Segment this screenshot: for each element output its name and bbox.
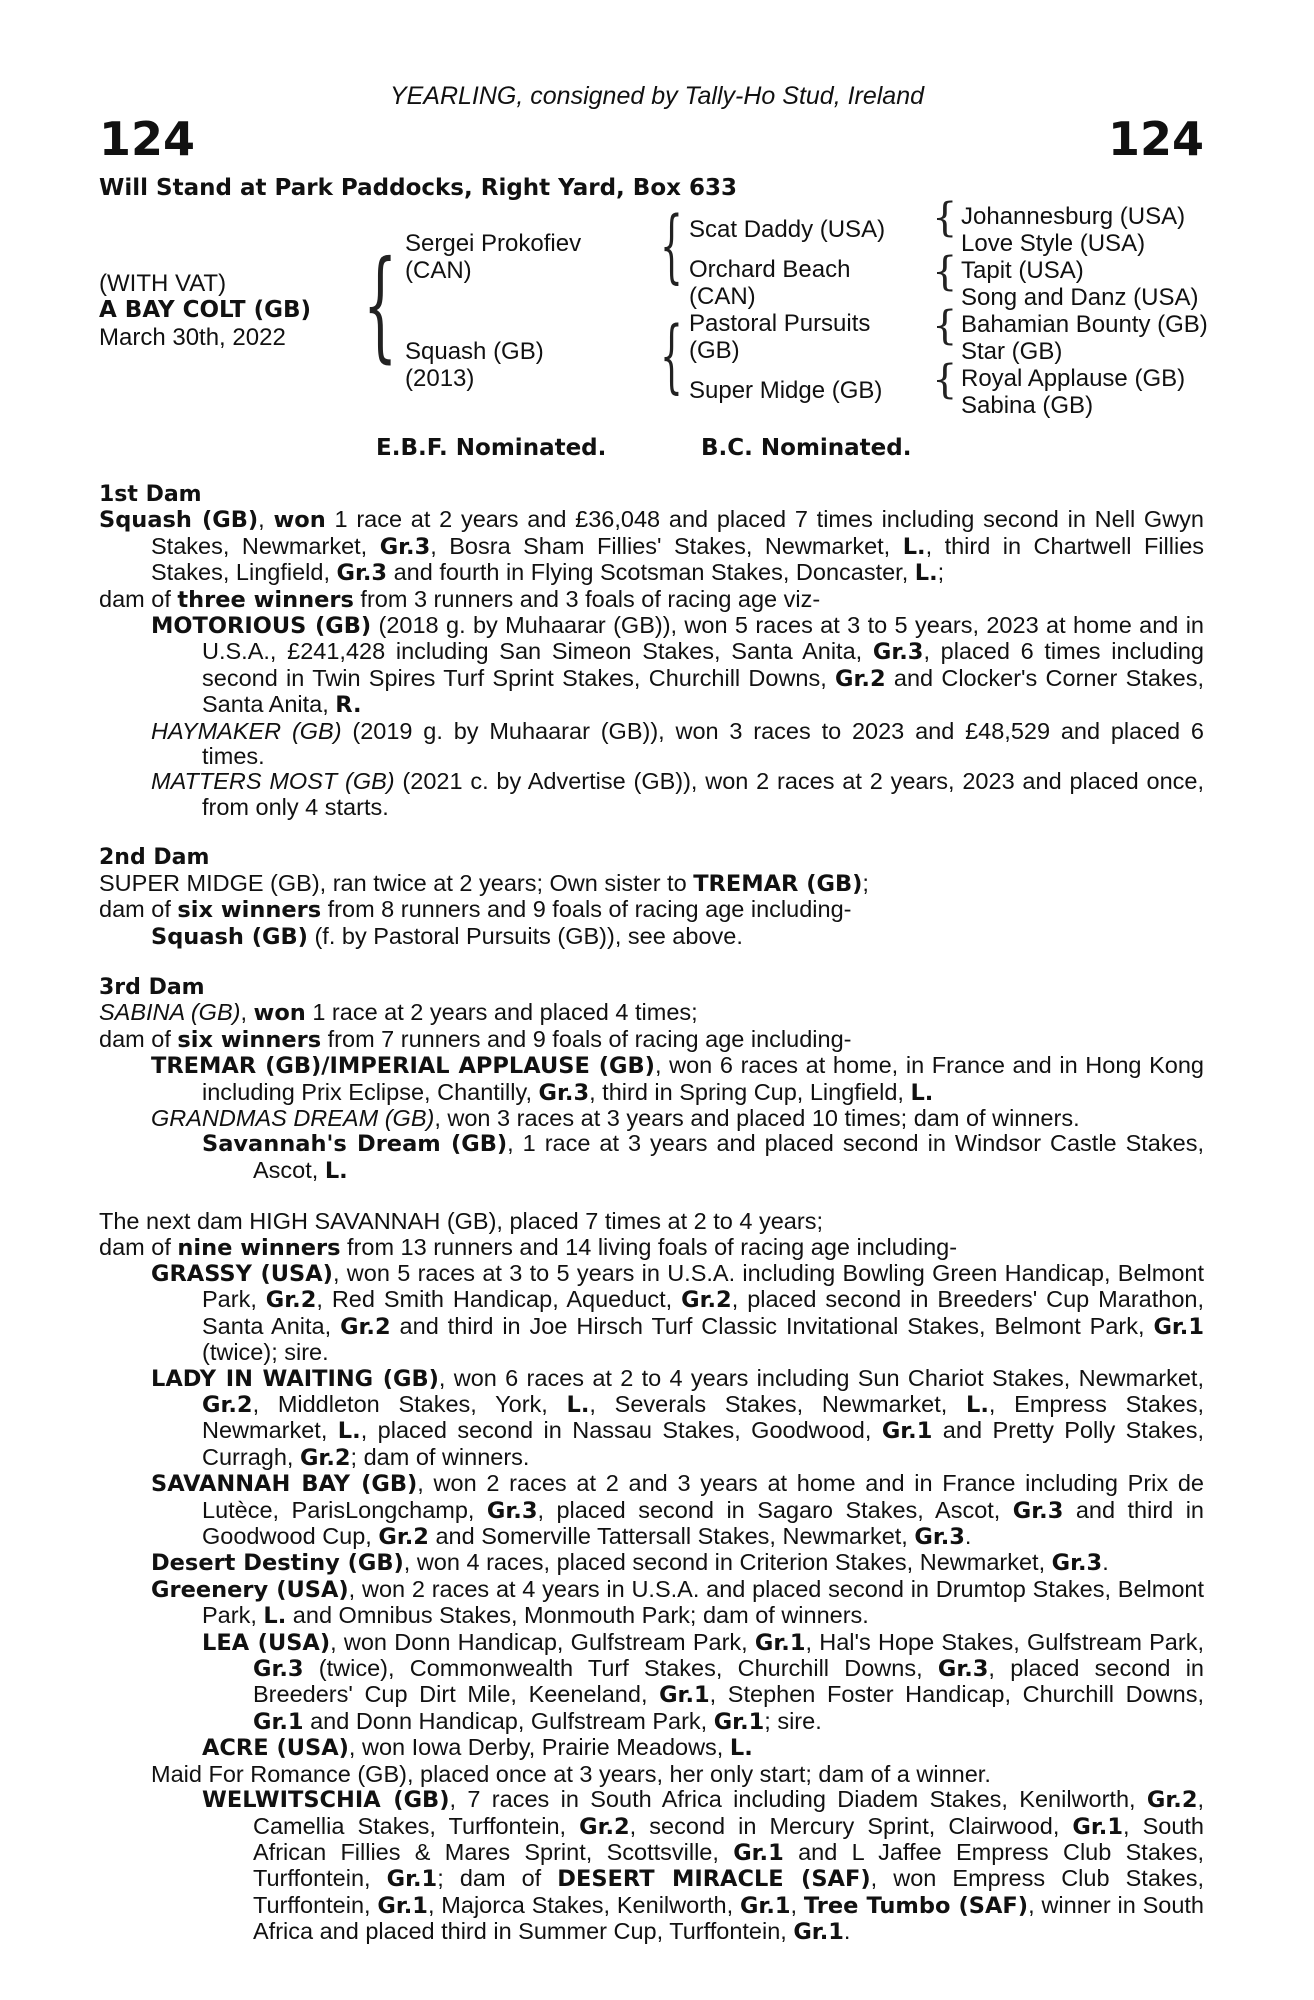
foaling-date: March 30th, 2022 (99, 324, 286, 351)
stand-location: Will Stand at Park Paddocks, Right Yard, Box 633 (99, 175, 737, 201)
pedigree-line (99, 897, 1204, 923)
text-run: , Majorca Stakes, Kenilworth, (427, 1891, 740, 1918)
gen3-sds: Tapit (USA) (961, 257, 1084, 284)
text-run: and third in Goodwood Cup, (202, 1496, 1204, 1550)
text-run: The next dam HIGH SAVANNAH (GB), placed 7 times at 2 to 4 years; (99, 1208, 823, 1235)
bold-text: Gr.3 (1012, 1497, 1064, 1524)
text-run: and Donn Handicap, Gulfstream Park, (303, 1707, 714, 1734)
bold-text: Gr.1 (754, 1629, 806, 1656)
text-run: and Pretty Polly Stakes, Curragh, (202, 1417, 1204, 1470)
text-run: , placed second in Breeders' Cup Dirt Mile, Keeneland, (253, 1655, 1204, 1708)
bold-text: TREMAR (GB)/IMPERIAL APPLAUSE (GB) (151, 1053, 655, 1080)
text-run: , 1 race at 3 years and placed second in Windsor Castle Stakes, Ascot, (253, 1130, 1204, 1183)
text-run: from 13 runners and 14 living foals of racing age including- (340, 1233, 958, 1260)
second-dam-heading: 2nd Dam (99, 845, 210, 871)
gen3-dd (961, 365, 1185, 419)
text-run: , placed second in Sagaro Stakes, Ascot, (537, 1496, 1013, 1523)
text-run: (2019 g. by Muhaarar (GB)), won 3 races to 2023 and £48,529 and placed 6 times. (202, 717, 1204, 770)
produce-entry (99, 1106, 1204, 1131)
text-run: , won 2 races at 2 and 3 years at home and in France including Prix de Lutèce, ParisLongchamp, (202, 1470, 1204, 1523)
section-gap (99, 1184, 1204, 1209)
bold-text: Gr.3 (538, 1079, 590, 1106)
dam-name (405, 338, 544, 392)
ebf-nomination: E.B.F. Nominated. (376, 435, 607, 461)
consignment-header: YEARLING, consigned by Tally-Ho Stud, Ireland (389, 82, 925, 110)
gen3-dds: Royal Applause (GB) (961, 365, 1186, 392)
text-run: ; (862, 869, 869, 896)
third-dam-produce-list (99, 1053, 1204, 1184)
bold-text: L. (966, 1392, 989, 1418)
bold-text: Gr.3 (1051, 1550, 1103, 1577)
gen3-ssd: Love Style (USA) (961, 230, 1146, 257)
bold-text: L. (910, 1079, 934, 1106)
text-run: from 3 runners and 3 foals of racing age viz- (353, 585, 821, 612)
bold-text: MOTORIOUS (GB) (151, 613, 372, 640)
pedigree-brace-sire: { (660, 199, 683, 292)
text-run: from 8 runners and 9 foals of racing age including- (321, 896, 852, 923)
text-run: , won 6 races at 2 to 4 years including Sun Chariot Stakes, Newmarket, (438, 1364, 1204, 1391)
gen3-sdd: Song and Danz (USA) (961, 284, 1199, 311)
grandproduce-entry (99, 1735, 1204, 1761)
text-run: dam of (99, 896, 178, 923)
bold-text: LEA (USA) (202, 1629, 331, 1656)
lot-number-right: 124 (1107, 112, 1204, 166)
text-run: Maid For Romance (GB), placed once at 3 years, her only start; dam of a winner. (151, 1760, 991, 1787)
bold-text: Gr.3 (486, 1497, 538, 1524)
dam-sire (689, 310, 870, 364)
bold-text: WELWITSCHIA (GB) (202, 1787, 450, 1814)
bold-text: DESERT MIRACLE (SAF) (557, 1866, 871, 1893)
bold-text: Gr.2 (579, 1813, 630, 1840)
pedigree-brace-ds: { (932, 303, 958, 349)
text-run: and L Jaffee Empress Club Stakes, Turffontein, (253, 1838, 1204, 1892)
text-run: from 7 runners and 9 foals of racing age including- (321, 1025, 852, 1052)
text-run: and Clocker's Corner Stakes, Santa Anita, (202, 664, 1205, 718)
bold-text: Tree Tumbo (SAF) (803, 1892, 1029, 1919)
pedigree-line (99, 1235, 1204, 1261)
grandproduce-entry (99, 1131, 1204, 1184)
text-run: (f. by Pastoral Pursuits (GB)), see above. (307, 922, 743, 949)
second-dam-lines (99, 871, 1204, 924)
pedigree-brace-ss: { (932, 195, 958, 241)
bold-text: Gr.3 (914, 1524, 965, 1551)
bold-text: L. (729, 1735, 753, 1762)
bold-text: Gr.1 (733, 1839, 784, 1866)
text-run: , won 2 races at 4 years in U.S.A. and placed second in Drumtop Stakes, Belmont Park, (202, 1575, 1204, 1629)
bold-text: Gr.2 (299, 1444, 351, 1471)
bold-text: Desert Destiny (GB) (151, 1550, 404, 1577)
bold-text: Savannah's Dream (GB) (202, 1131, 508, 1158)
text-run: and Somerville Tattersall Stakes, Newmarket, (428, 1523, 915, 1550)
bold-text: R. (335, 692, 362, 719)
text-run: ; (937, 559, 945, 586)
dam-sire-line2: (GB) (689, 337, 740, 364)
text-run: , winner in South Africa and placed third in Summer Cup, Turffontein, (253, 1891, 1205, 1945)
text-run: , third in Chartwell Fillies Stakes, Lingfield, (151, 532, 1205, 586)
produce-entry (99, 1762, 1204, 1787)
bold-text: Gr.1 (1153, 1313, 1204, 1340)
bold-text: L. (337, 1418, 361, 1445)
text-run: , won Empress Club Stakes, Turffontein, (253, 1865, 1204, 1918)
produce-entry (99, 1471, 1204, 1550)
italic-text: SABINA (GB) (99, 999, 241, 1026)
produce-entry (99, 1577, 1204, 1630)
bold-text: Gr.1 (739, 1892, 791, 1919)
gen3-ddd: Sabina (GB) (961, 392, 1094, 419)
first-dam-produce-list (99, 613, 1204, 820)
pedigree-brace-dam: { (660, 309, 683, 402)
dam-dam: Super Midge (GB) (689, 377, 883, 404)
text-run: , Red Smith Handicap, Aqueduct, (316, 1286, 682, 1313)
bold-text: nine winners (177, 1234, 341, 1261)
bold-text: six winners (177, 1026, 322, 1053)
third-dam-lines (99, 1000, 1204, 1053)
bold-text: Gr.2 (265, 1287, 317, 1314)
sire-name-line1: Sergei Prokofiev (405, 230, 582, 257)
text-run: , Hal's Hope Stakes, Gulfstream Park, (805, 1628, 1204, 1655)
grandproduce-entry (99, 1787, 1204, 1945)
produce-entry (99, 1053, 1204, 1106)
bold-text: Greenery (USA) (151, 1576, 349, 1603)
sire-dam (689, 256, 850, 310)
pedigree-line (99, 1027, 1204, 1053)
text-run: , third in Spring Cup, Lingfield, (589, 1078, 911, 1105)
gen3-dss: Bahamian Bounty (GB) (961, 311, 1208, 338)
text-run: , Camellia Stakes, Turffontein, (253, 1786, 1205, 1839)
bold-text: Gr.1 (659, 1682, 710, 1709)
text-run: ; dam of (437, 1865, 558, 1892)
text-run: , Empress Stakes, Newmarket, (202, 1391, 1204, 1444)
bold-text: Gr.2 (681, 1287, 732, 1314)
text-run: , Stephen Foster Handicap, Churchill Downs, (709, 1681, 1204, 1708)
produce-entry (99, 1261, 1204, 1366)
bold-text: ACRE (USA) (202, 1735, 349, 1762)
text-run: , won 6 races at home, in France and in Hong Kong including Prix Eclipse, Chantilly, (202, 1052, 1205, 1105)
text-run: . (1102, 1549, 1109, 1576)
sire-dam-line2: (CAN) (689, 283, 756, 310)
text-run: , second in Mercury Sprint, Clairwood, (629, 1812, 1073, 1839)
gen3-sss: Johannesburg (USA) (961, 203, 1186, 230)
vat-note: (WITH VAT) (99, 270, 227, 297)
lot-subject-name: A BAY COLT (GB) (99, 297, 312, 323)
bold-text: L. (902, 533, 926, 560)
bold-text: LADY IN WAITING (GB) (151, 1365, 439, 1392)
text-run: (twice); sire. (202, 1339, 329, 1366)
bold-text: Gr.1 (881, 1418, 933, 1445)
first-dam-heading: 1st Dam (99, 482, 202, 507)
italic-text: MATTERS MOST (GB) (151, 768, 395, 795)
pedigree-line (99, 1000, 1204, 1026)
bold-text: Gr.1 (386, 1866, 438, 1893)
fourth-dam-lines (99, 1209, 1204, 1261)
produce-entry (99, 1550, 1204, 1576)
bold-text: won (273, 507, 326, 534)
text-run: (2021 c. by Advertise (GB)), won 2 races at 2 years, 2023 and placed once, from only 4 starts. (202, 768, 1204, 820)
text-run: (twice), Commonwealth Turf Stakes, Churchill Downs, (303, 1655, 938, 1682)
text-run: , won 4 races, placed second in Criterion Stakes, Newmarket, (403, 1549, 1052, 1576)
pedigree-brace-sd: { (932, 249, 958, 295)
dam-sire-line1: Pastoral Pursuits (689, 310, 871, 337)
bold-text: GRASSY (USA) (151, 1260, 333, 1287)
text-run: . (843, 1918, 851, 1945)
gen3-ss (961, 203, 1185, 257)
pedigree-brace-main: { (363, 236, 398, 375)
text-run: , Middleton Stakes, York, (252, 1391, 567, 1417)
sire-sire: Scat Daddy (USA) (689, 216, 886, 243)
bold-text: L. (324, 1157, 348, 1184)
text-run: dam of (99, 585, 178, 612)
bold-text: Gr.3 (937, 1656, 989, 1683)
first-dam-produce-summary (99, 587, 1204, 613)
bold-text: Gr.3 (379, 533, 431, 560)
text-run: , placed 6 times including second in Twin Spires Turf Sprint Stakes, Churchill Downs, (202, 638, 1204, 691)
pedigree-line (99, 1209, 1204, 1234)
sire-dam-line1: Orchard Beach (689, 256, 851, 283)
text-run: , Bosra Sham Fillies' Stakes, Newmarket, (430, 532, 903, 559)
bold-text: Gr.1 (1072, 1813, 1123, 1840)
second-dam-produce-list (99, 924, 1204, 950)
bold-text: L. (914, 560, 938, 587)
third-dam-heading: 3rd Dam (99, 974, 205, 1000)
sire-name-line2: (CAN) (405, 257, 472, 284)
text-run: and third in Joe Hirsch Turf Classic Invitational Stakes, Belmont Park, (390, 1312, 1154, 1339)
bold-text: L. (566, 1392, 590, 1418)
bold-text: Gr.1 (793, 1919, 844, 1946)
bold-text: Squash (GB) (151, 923, 308, 950)
bold-text: L. (263, 1603, 287, 1630)
text-run: , (258, 506, 274, 533)
dam-line-body (99, 482, 1204, 1946)
bold-text: six winners (177, 897, 322, 924)
text-run: dam of (99, 1233, 178, 1260)
text-run: , 7 races in South Africa including Diadem Stakes, Kenilworth, (449, 1786, 1147, 1813)
produce-entry (99, 719, 1204, 770)
text-run: , (240, 999, 254, 1026)
bold-text: Gr.3 (336, 560, 388, 587)
text-run: , won 5 races at 3 to 5 years in U.S.A. including Bowling Green Handicap, Belmont Park, (202, 1259, 1205, 1313)
bold-text: Gr.3 (872, 639, 924, 666)
text-run: and fourth in Flying Scotsman Stakes, Doncaster, (387, 559, 915, 586)
bold-text: Gr.1 (713, 1708, 765, 1735)
bold-text: Squash (GB) (99, 507, 259, 534)
gen3-sd (961, 257, 1198, 311)
text-run: 1 race at 2 years and placed 4 times; (305, 999, 698, 1026)
lot-number-left: 124 (99, 112, 196, 166)
bold-text: Gr.3 (253, 1656, 304, 1683)
bc-nomination: B.C. Nominated. (701, 435, 912, 461)
produce-entry (99, 1366, 1204, 1472)
text-run: , won Donn Handicap, Gulfstream Park, (330, 1628, 755, 1655)
grandproduce-entry (99, 1630, 1204, 1736)
bold-text: won (253, 1000, 306, 1027)
text-run: ; dam of winners. (350, 1443, 530, 1470)
italic-text: HAYMAKER (GB) (151, 717, 342, 744)
text-run: , placed second in Breeders' Cup Marathon, Santa Anita, (202, 1286, 1204, 1339)
text-run: , won 3 races at 3 years and placed 10 times; dam of winners. (434, 1104, 1080, 1131)
text-run: . (964, 1523, 972, 1550)
bold-text: Gr.2 (202, 1392, 253, 1418)
bold-text: Gr.1 (253, 1708, 304, 1735)
bold-text: Gr.2 (340, 1313, 391, 1340)
text-run: 1 race at 2 years and £36,048 and placed 7 times including second in Nell Gwyn Stakes, Newmarket, (151, 506, 1204, 559)
bold-text: Gr.2 (378, 1524, 429, 1551)
bold-text: Gr.2 (1146, 1787, 1198, 1814)
text-run: , South African Fillies & Mares Sprint, Scottsville, (253, 1812, 1204, 1865)
text-run: SUPER MIDGE (GB), ran twice at 2 years; Own sister to (99, 869, 694, 896)
bold-text: SAVANNAH BAY (GB) (151, 1471, 418, 1498)
text-run: , placed second in Nassau Stakes, Goodwood, (360, 1417, 882, 1444)
produce-entry (99, 924, 1204, 950)
produce-entry (99, 769, 1204, 820)
dam-name-line1: Squash (GB) (405, 338, 544, 365)
text-run: ; sire. (764, 1707, 822, 1734)
first-dam-record (99, 507, 1204, 586)
sire-name (405, 230, 581, 284)
produce-entry (99, 613, 1204, 719)
text-run: dam of (99, 1025, 178, 1052)
bold-text: Gr.2 (835, 665, 886, 692)
gen3-ds (961, 311, 1208, 365)
bold-text: Gr.1 (377, 1892, 428, 1919)
pedigree-brace-dd: { (932, 357, 958, 403)
bold-text: TREMAR (GB) (693, 870, 863, 897)
text-run: , (790, 1891, 804, 1918)
text-run: and Omnibus Stakes, Monmouth Park; dam of winners. (286, 1602, 869, 1629)
italic-text: GRANDMAS DREAM (GB) (151, 1104, 435, 1131)
fourth-dam-produce-list (99, 1261, 1204, 1946)
bold-text: three winners (177, 586, 354, 613)
text-run: , Severals Stakes, Newmarket, (589, 1391, 967, 1417)
dam-name-line2: (2013) (405, 365, 475, 392)
gen3-dsd: Star (GB) (961, 338, 1063, 365)
text-run: (2018 g. by Muhaarar (GB)), won 5 races at 3 to 5 years, 2023 at home and in U.S.A., £241,428 including San Simeon Stakes, Santa Anita, (202, 612, 1204, 665)
text-run: , won Iowa Derby, Prairie Meadows, (348, 1734, 730, 1761)
pedigree-line (99, 871, 1204, 897)
